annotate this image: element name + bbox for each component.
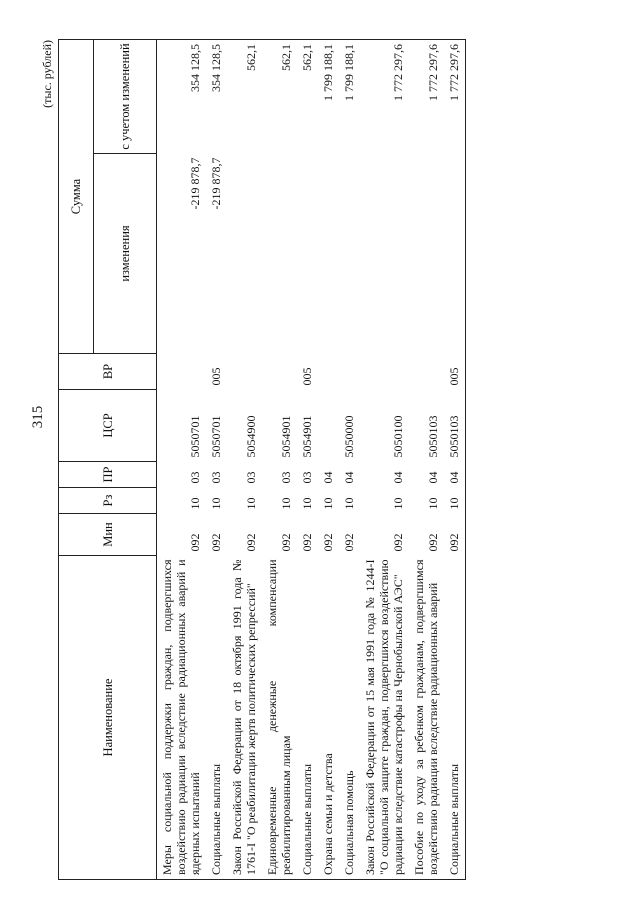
row-csr: 5050100 bbox=[391, 415, 405, 458]
row-name: Закон Российской Федерации от 18 октября 1991 года № 1761-I "О реабилитации жертв политических репрессий" bbox=[227, 556, 262, 880]
row-name: Социальные выплаты bbox=[297, 556, 318, 880]
row-change bbox=[318, 154, 339, 354]
row-min: 092 bbox=[321, 533, 335, 552]
row-min: 092 bbox=[209, 533, 223, 552]
table-row bbox=[409, 40, 444, 880]
header-rz: Рз bbox=[59, 488, 157, 514]
table-row bbox=[262, 40, 297, 880]
row-vr bbox=[360, 354, 409, 390]
row-pr: 03 bbox=[300, 471, 314, 484]
row-csr: 5050103 bbox=[426, 415, 440, 458]
row-name: Социальная помощь bbox=[339, 556, 360, 880]
row-min: 092 bbox=[279, 533, 293, 552]
table-row bbox=[318, 40, 339, 880]
row-total: 354 128,5 bbox=[157, 40, 207, 154]
row-rz: 10 bbox=[391, 497, 405, 510]
row-min: 092 bbox=[391, 533, 405, 552]
row-min: 092 bbox=[244, 533, 258, 552]
row-name: Социальные выплаты bbox=[444, 556, 466, 880]
row-rz: 10 bbox=[244, 497, 258, 510]
row-vr bbox=[262, 354, 297, 390]
header-csr: ЦСР bbox=[59, 390, 157, 462]
page-number: 315 bbox=[30, 405, 46, 429]
header-pr: ПР bbox=[59, 462, 157, 488]
row-change: -219 878,7 bbox=[188, 157, 202, 210]
header-min: Мин bbox=[59, 514, 157, 556]
table-row bbox=[227, 40, 262, 880]
row-csr: 5050103 bbox=[444, 390, 466, 462]
row-total: 354 128,5 bbox=[206, 40, 227, 154]
row-total: 562,1 bbox=[262, 40, 297, 154]
row-total: 562,1 bbox=[297, 40, 318, 154]
row-pr: 04 bbox=[321, 471, 335, 484]
row-change: -219 878,7 bbox=[209, 157, 223, 210]
row-vr bbox=[339, 354, 360, 390]
row-rz: 10 bbox=[209, 497, 223, 510]
row-min: 092 bbox=[300, 533, 314, 552]
document-body bbox=[40, 40, 600, 880]
row-vr: 005 bbox=[444, 354, 466, 390]
row-vr bbox=[409, 354, 444, 390]
header-vr: ВР bbox=[59, 354, 157, 390]
table-row bbox=[444, 40, 466, 880]
table-row bbox=[297, 40, 318, 880]
table-row bbox=[360, 40, 409, 880]
row-total: 1 772 297,6 bbox=[444, 40, 466, 154]
row-change bbox=[360, 154, 409, 354]
row-csr: 5054901 bbox=[279, 415, 293, 458]
row-vr bbox=[157, 354, 207, 390]
row-name: Меры социальной поддержки граждан, подвергшихся воздействию радиации вследствие радиационных аварий и ядерных испытаний bbox=[157, 556, 207, 880]
row-change bbox=[227, 154, 262, 354]
row-csr: 5050000 bbox=[342, 415, 356, 458]
row-pr: 03 bbox=[188, 471, 202, 484]
row-pr: 03 bbox=[279, 471, 293, 484]
row-vr bbox=[227, 354, 262, 390]
row-rz: 10 bbox=[321, 497, 335, 510]
row-csr: 5050701 bbox=[188, 415, 202, 458]
table-row bbox=[206, 40, 227, 880]
row-pr: 03 bbox=[244, 471, 258, 484]
row-rz: 10 bbox=[342, 497, 356, 510]
row-name: Социальные выплаты bbox=[206, 556, 227, 880]
header-name: Наименование bbox=[59, 556, 157, 880]
row-name: Закон Российской Федерации от 15 мая 1991 года № 1244-I "О социальной защите граждан, подвергшихся воздействию радиации вследствие катастрофы на Чернобыльской АЭС" bbox=[360, 556, 409, 880]
row-vr: 005 bbox=[209, 367, 223, 386]
row-csr bbox=[318, 390, 339, 462]
row-name: Единовременные денежные компенсации реабилитированным лицам bbox=[262, 556, 297, 880]
row-total: 1 772 297,6 bbox=[360, 40, 409, 154]
row-csr: 5054900 bbox=[244, 415, 258, 458]
header-change: изменения bbox=[94, 154, 157, 354]
table-row bbox=[157, 40, 207, 880]
row-rz: 10 bbox=[279, 497, 293, 510]
row-min: 092 bbox=[444, 514, 466, 556]
row-total: 1 799 188,1 bbox=[318, 40, 339, 154]
row-pr: 03 bbox=[209, 471, 223, 484]
row-change bbox=[262, 154, 297, 354]
row-pr: 04 bbox=[444, 462, 466, 488]
row-csr: 5050701 bbox=[209, 415, 223, 458]
budget-table bbox=[58, 39, 466, 880]
row-rz: 10 bbox=[188, 497, 202, 510]
row-rz: 10 bbox=[426, 497, 440, 510]
row-change bbox=[409, 154, 444, 354]
row-rz: 10 bbox=[444, 488, 466, 514]
row-vr: 005 bbox=[300, 367, 314, 386]
header-sum: Сумма bbox=[59, 40, 94, 354]
row-name: Пособие по уходу за ребенком гражданам, подвергшимся воздействию радиации вследствие радиационных аварий bbox=[409, 556, 444, 880]
row-change bbox=[297, 154, 318, 354]
row-pr: 04 bbox=[342, 471, 356, 484]
units-note: (тыс. рублей) bbox=[40, 40, 54, 108]
row-rz: 10 bbox=[300, 497, 314, 510]
row-name: Охрана семьи и детства bbox=[318, 556, 339, 880]
row-min: 092 bbox=[342, 533, 356, 552]
header-with-change: с учетом изменений bbox=[94, 40, 157, 154]
row-csr: 5054901 bbox=[300, 415, 314, 458]
table-row bbox=[339, 40, 360, 880]
row-min: 092 bbox=[426, 533, 440, 552]
row-total: 1 772 297,6 bbox=[409, 40, 444, 154]
row-min: 092 bbox=[188, 533, 202, 552]
row-change bbox=[339, 154, 360, 354]
row-total: 562,1 bbox=[227, 40, 262, 154]
row-pr: 04 bbox=[426, 471, 440, 484]
row-change bbox=[444, 154, 466, 354]
row-vr bbox=[318, 354, 339, 390]
row-total: 1 799 188,1 bbox=[339, 40, 360, 154]
row-pr: 04 bbox=[391, 471, 405, 484]
